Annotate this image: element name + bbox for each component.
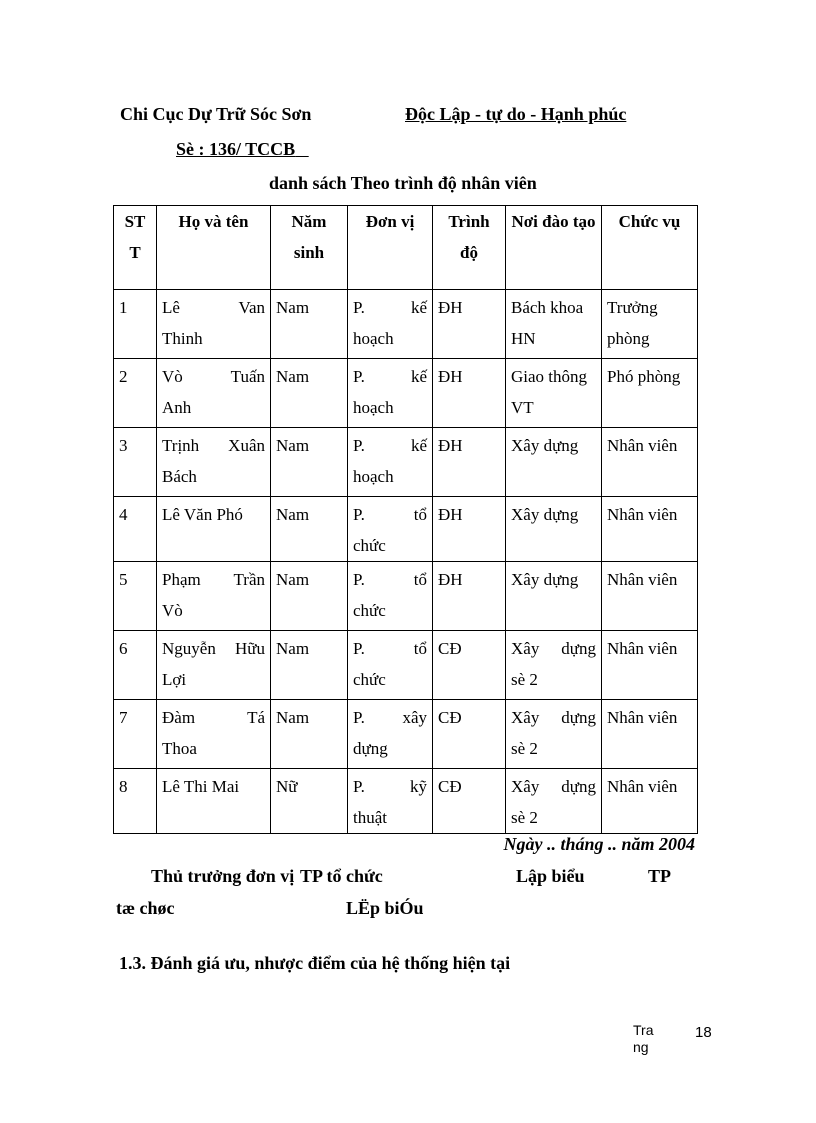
cell-unit: P. kế hoạch <box>348 359 433 428</box>
cell-position: Nhân viên <box>602 769 698 834</box>
table-row <box>114 700 698 769</box>
column-header-stt: ST T <box>114 206 157 290</box>
cell-level: ĐH <box>433 359 506 428</box>
table-row <box>114 631 698 700</box>
cell-level: ĐH <box>433 497 506 562</box>
cell-unit: P. kế hoạch <box>348 428 433 497</box>
cell-sex: Nam <box>271 631 348 700</box>
cell-stt: 6 <box>114 631 157 700</box>
cell-level: CĐ <box>433 631 506 700</box>
cell-unit: P. xây dựng <box>348 700 433 769</box>
cell-level: ĐH <box>433 428 506 497</box>
cell-stt: 8 <box>114 769 157 834</box>
cell-sex: Nam <box>271 359 348 428</box>
cell-position: Nhân viên <box>602 497 698 562</box>
cell-name: Lê Van Thinh <box>157 290 271 359</box>
table-header-row <box>114 206 698 290</box>
agency-name: Chi Cục Dự Trữ Sóc Sơn <box>120 104 312 124</box>
table-row <box>114 359 698 428</box>
page-number: 18 <box>695 1024 712 1041</box>
column-header-birth-year: Năm sinh <box>271 206 348 290</box>
cell-position: Nhân viên <box>602 562 698 631</box>
cell-stt: 7 <box>114 700 157 769</box>
cell-school: Xây dựng <box>506 562 602 631</box>
cell-school: Xây dựng <box>506 428 602 497</box>
cell-school: Xây dựng sè 2 <box>506 769 602 834</box>
table-row <box>114 769 698 834</box>
section-heading: 1.3. Đánh giá ưu, nhược điểm của hệ thống hiện tại <box>119 953 511 973</box>
cell-position: Nhân viên <box>602 428 698 497</box>
cell-name: Trịnh Xuân Bách <box>157 428 271 497</box>
cell-school: Bách khoa HN <box>506 290 602 359</box>
cell-school: Xây dựng <box>506 497 602 562</box>
cell-stt: 1 <box>114 290 157 359</box>
cell-stt: 4 <box>114 497 157 562</box>
table-row <box>114 497 698 562</box>
cell-school: Xây dựng sè 2 <box>506 700 602 769</box>
cell-level: CĐ <box>433 700 506 769</box>
table-row <box>114 562 698 631</box>
table-row <box>114 290 698 359</box>
column-header-name: Họ và tên <box>157 206 271 290</box>
staff-table <box>113 205 698 834</box>
cell-level: CĐ <box>433 769 506 834</box>
signature-line2-right: LËp biÓu <box>346 898 424 918</box>
signature-head-of-unit: Thủ trưởng đơn vị <box>151 866 295 886</box>
cell-stt: 5 <box>114 562 157 631</box>
cell-position: Trưởng phòng <box>602 290 698 359</box>
column-header-unit: Đơn vị <box>348 206 433 290</box>
cell-level: ĐH <box>433 290 506 359</box>
cell-name: Phạm Trần Vò <box>157 562 271 631</box>
cell-sex: Nam <box>271 428 348 497</box>
cell-unit: P. tổ chức <box>348 631 433 700</box>
document-title: danh sách Theo trình độ nhân viên <box>269 173 537 193</box>
page-label: Tra ng <box>633 1022 654 1055</box>
table-row <box>114 428 698 497</box>
cell-stt: 2 <box>114 359 157 428</box>
cell-level: ĐH <box>433 562 506 631</box>
cell-position: Nhân viên <box>602 631 698 700</box>
cell-unit: P. tổ chức <box>348 497 433 562</box>
signature-tp: TP <box>648 866 672 886</box>
signature-prepared-by: Lập biểu <box>516 866 585 886</box>
cell-stt: 3 <box>114 428 157 497</box>
cell-position: Phó phòng <box>602 359 698 428</box>
column-header-level: Trình độ <box>433 206 506 290</box>
column-header-school: Nơi đào tạo <box>506 206 602 290</box>
cell-school: Giao thông VT <box>506 359 602 428</box>
document-number: Sè : 136/ TCCB <box>176 139 296 159</box>
cell-name: Đàm Tá Thoa <box>157 700 271 769</box>
cell-sex: Nữ <box>271 769 348 834</box>
cell-name: Lê Văn Phó <box>157 497 271 562</box>
cell-unit: P. kỹ thuật <box>348 769 433 834</box>
cell-sex: Nam <box>271 497 348 562</box>
national-motto: Độc Lập - tự do - Hạnh phúc <box>405 104 627 124</box>
date-line: Ngày .. tháng .. năm 2004 <box>503 834 695 854</box>
cell-unit: P. tổ chức <box>348 562 433 631</box>
cell-name: Nguyễn Hữu Lợi <box>157 631 271 700</box>
column-header-position: Chức vụ <box>602 206 698 290</box>
cell-school: Xây dựng sè 2 <box>506 631 602 700</box>
cell-name: Lê Thi Mai <box>157 769 271 834</box>
cell-sex: Nam <box>271 290 348 359</box>
cell-unit: P. kế hoạch <box>348 290 433 359</box>
cell-position: Nhân viên <box>602 700 698 769</box>
signature-line2-left: tæ chøc <box>116 898 175 918</box>
cell-sex: Nam <box>271 700 348 769</box>
cell-sex: Nam <box>271 562 348 631</box>
cell-name: Vò Tuấn Anh <box>157 359 271 428</box>
signature-tp-organization: TP tổ chức <box>300 866 383 886</box>
